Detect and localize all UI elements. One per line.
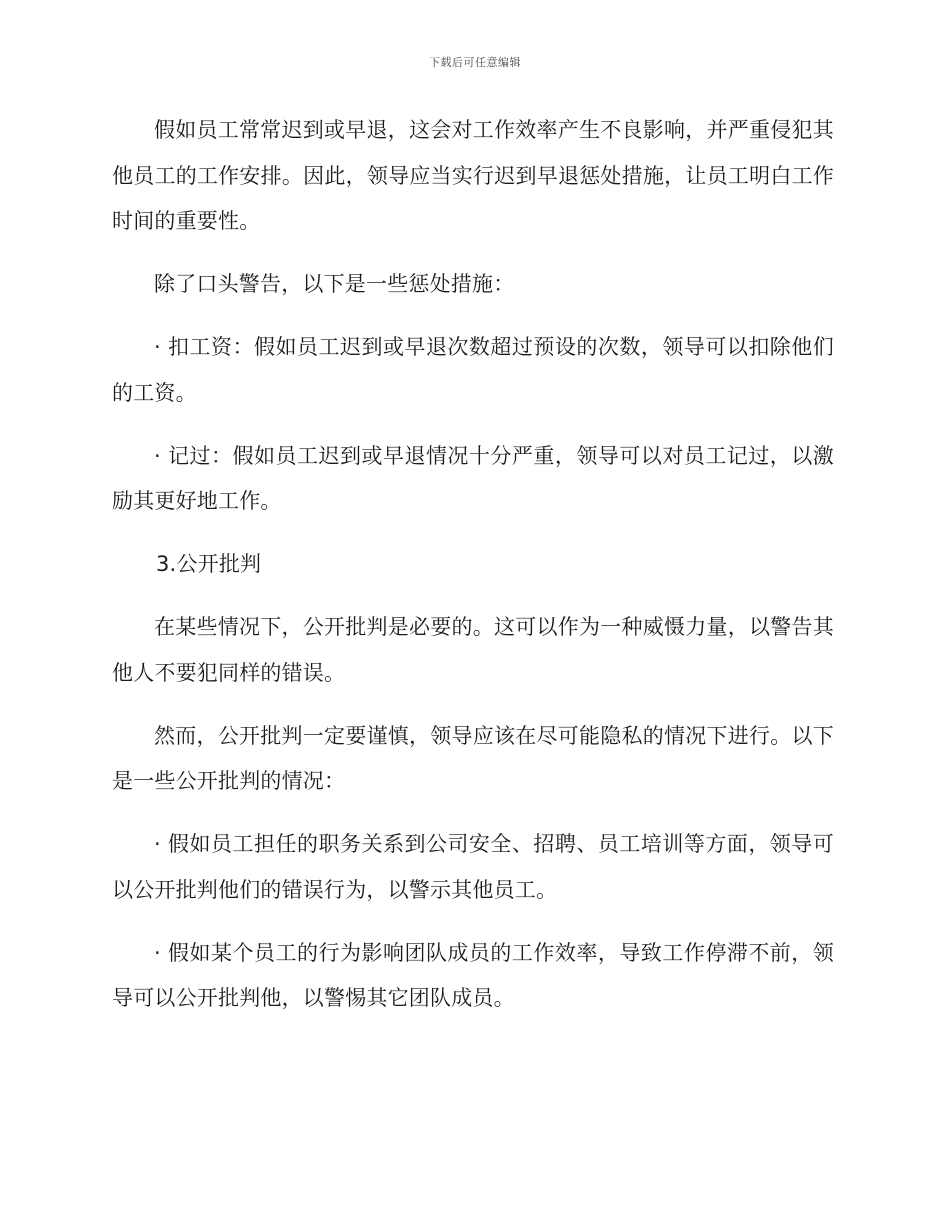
bullet-record-demerit: · 记过：假如员工迟到或早退情况十分严重，领导可以对员工记过，以激励其更好地工作。: [112, 443, 834, 513]
document-body: [112, 108, 834, 1039]
paragraph-public-criticism-caution: 然而，公开批判一定要谨慎，领导应该在尽可能隐私的情况下进行。以下是一些公开批判的情况：: [112, 723, 834, 793]
section-heading-public-criticism: 3.公开批判: [156, 552, 262, 576]
page-header-note: 下载后可任意编辑: [429, 56, 521, 69]
paragraph-late-early-impact: 假如员工常常迟到或早退，这会对工作效率产生不良影响，并严重侵犯其他员工的工作安排。因此，领导应当实行迟到早退惩处措施，让员工明白工作时间的重要性。: [112, 118, 834, 233]
bullet-critical-role: · 假如员工担任的职务关系到公司安全、招聘、员工培训等方面，领导可以公开批判他们的错误行为，以警示其他员工。: [112, 832, 834, 902]
paragraph-punishment-intro: 除了口头警告，以下是一些惩处措施：: [154, 272, 515, 296]
bullet-team-efficiency: · 假如某个员工的行为影响团队成员的工作效率，导致工作停滞不前，领导可以公开批判他，以警惕其它团队成员。: [112, 940, 834, 1010]
paragraph-public-criticism-necessary: 在某些情况下，公开批判是必要的。这可以作为一种威慑力量，以警告其他人不要犯同样的错误。: [112, 615, 834, 685]
bullet-deduct-wages: · 扣工资：假如员工迟到或早退次数超过预设的次数，领导可以扣除他们的工资。: [112, 335, 834, 405]
